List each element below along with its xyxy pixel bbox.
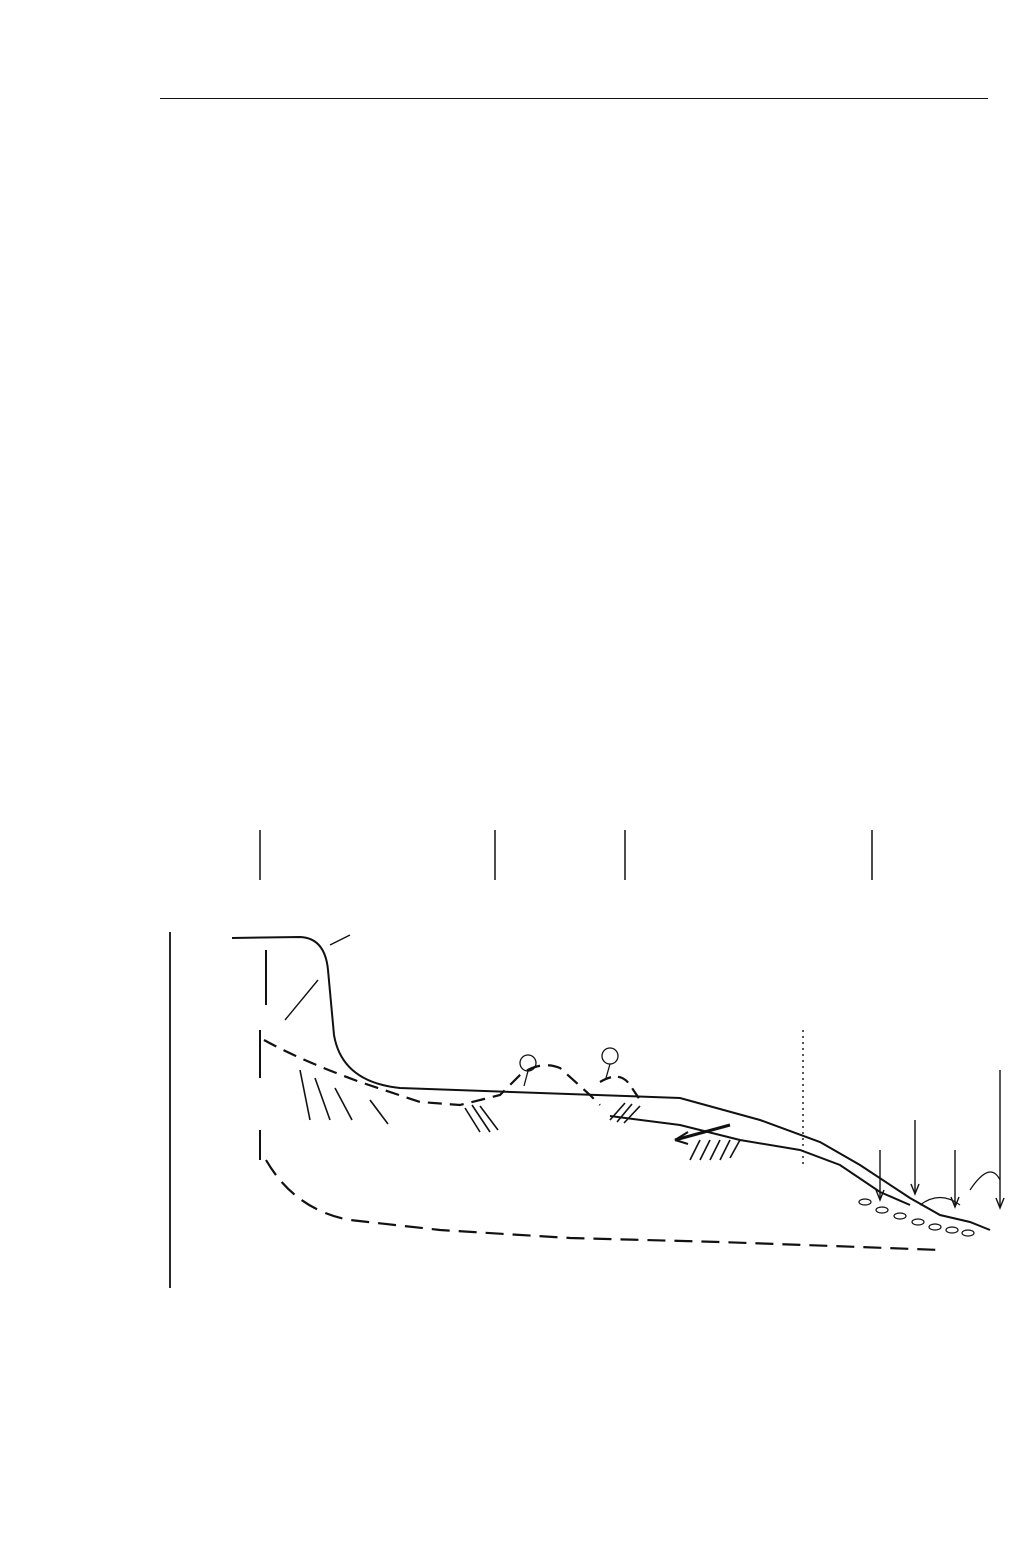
cross-section-diagram [120,820,1020,1310]
page-header [160,68,988,99]
figure-5 [120,820,1020,1314]
figure-caption [160,1312,990,1316]
slip-surface [266,1160,940,1250]
movement-arrow [675,1125,730,1140]
post-movement-surface [264,1040,600,1105]
original-surface [232,937,990,1230]
